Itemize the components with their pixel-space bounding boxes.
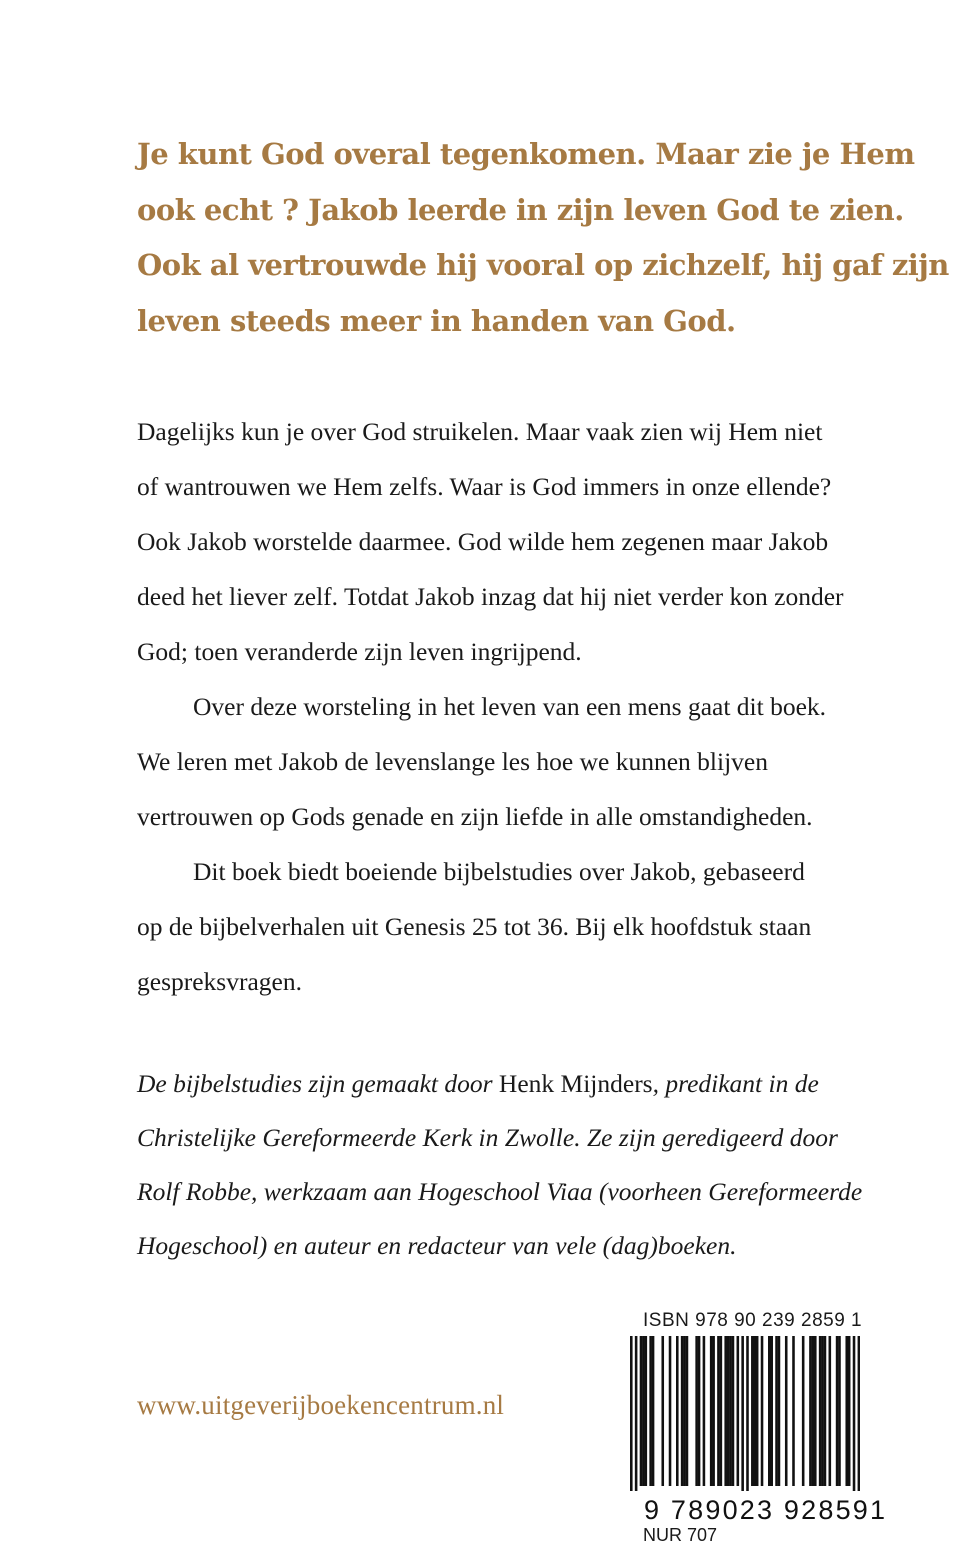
barcode-bar (649, 1336, 652, 1486)
barcode-bar (741, 1336, 744, 1491)
barcode-bar (812, 1336, 815, 1486)
barcode-bar (792, 1336, 795, 1486)
credits-line (137, 1219, 937, 1273)
barcode-bar (778, 1336, 781, 1486)
credits-line-3: Rolf Robbe, werkzaam aan Hogeschool Viaa (voorheen Gereformeerde (137, 1177, 863, 1206)
barcode-bar (724, 1336, 727, 1486)
barcode-bar (751, 1336, 754, 1486)
barcode-bar (853, 1336, 856, 1491)
credits-role: , predikant in de (652, 1069, 819, 1098)
barcode-bar (727, 1336, 730, 1486)
credits-line (137, 1165, 937, 1219)
barcode-bar (698, 1336, 701, 1486)
barcode-bar (683, 1336, 686, 1486)
body-line: deed het liever zelf. Totdat Jakob inzag dat hij niet verder kon zonder (137, 582, 844, 611)
barcode-bar (717, 1336, 720, 1486)
barcode-bar (695, 1336, 698, 1486)
nur-code: NUR 707 (643, 1525, 718, 1545)
intro-line: ook echt ? Jakob leerde in zijn leven God te zien. (137, 192, 904, 227)
barcode-bar (753, 1336, 756, 1486)
isbn-label: ISBN 978 90 239 2859 1 (643, 1310, 863, 1331)
barcode-bar (768, 1336, 771, 1486)
barcode-bar (640, 1336, 643, 1486)
body-line: of wantrouwen we Hem zelfs. Waar is God immers in onze ellende? (137, 472, 832, 501)
body-line: vertrouwen op Gods genade en zijn liefde in alle omstandigheden. (137, 802, 813, 831)
barcode-bar (746, 1336, 749, 1491)
barcode-bar (712, 1336, 715, 1486)
barcode-bar (775, 1336, 778, 1486)
barcode-bar (824, 1336, 827, 1486)
barcode-bar (836, 1336, 839, 1486)
barcode-bar (720, 1336, 723, 1486)
barcode-icon (630, 1336, 860, 1491)
barcode-bar (661, 1336, 664, 1486)
barcode-bar (761, 1336, 764, 1486)
body-line: God; toen veranderde zijn leven ingrijpend. (137, 637, 582, 666)
ean-number: 9 789023 928591 (644, 1495, 888, 1525)
intro-line: Je kunt God overal tegenkomen. Maar zie je Hem (137, 137, 915, 171)
barcode-bar (809, 1336, 812, 1486)
barcode-bar (681, 1336, 684, 1486)
body-line: gespreksvragen. (137, 967, 302, 996)
barcode-bar (737, 1336, 740, 1486)
barcode-bar (710, 1336, 713, 1486)
credits-line (137, 1057, 937, 1111)
credits-text (137, 1057, 937, 1273)
body-line: Dit boek biedt boeiende bijbelstudies over Jakob, gebaseerd (193, 857, 805, 886)
barcode-bar (838, 1336, 841, 1486)
barcode (630, 1336, 860, 1491)
barcode-bar (642, 1336, 645, 1486)
barcode-bar (669, 1336, 672, 1486)
intro-line: Ook al vertrouwde hij vooral op zichzelf, hij gaf zijn (137, 248, 949, 282)
barcode-bar (676, 1336, 679, 1486)
barcode-bar (703, 1336, 706, 1486)
barcode-bar (729, 1336, 732, 1486)
credits-intro: De bijbelstudies zijn gemaakt door (137, 1069, 493, 1098)
barcode-bar (802, 1336, 805, 1486)
description-text (137, 404, 917, 1009)
credits-line-2: Christelijke Gereformeerde Kerk in Zwolle. Ze zijn geredigeerd door (137, 1123, 838, 1152)
barcode-bar (819, 1336, 822, 1486)
barcode-bar (770, 1336, 773, 1486)
credits-line (137, 1111, 937, 1165)
intro-line: leven steeds meer in handen van God. (137, 303, 736, 338)
barcode-bar (686, 1336, 689, 1486)
barcode-bar (652, 1336, 655, 1486)
credits-line-4: Hogeschool) en auteur en redacteur van vele (dag)boeken. (137, 1231, 737, 1260)
barcode-bar (858, 1336, 860, 1491)
barcode-bar (785, 1336, 788, 1486)
body-line: Dagelijks kun je over God struikelen. Maar vaak zien wij Hem niet (137, 417, 823, 446)
barcode-bar (821, 1336, 824, 1486)
body-line: Ook Jakob worstelde daarmee. God wilde hem zegenen maar Jakob (137, 527, 829, 556)
barcode-bar (635, 1336, 638, 1491)
barcode-bar (630, 1336, 633, 1491)
author-name: Henk Mijnders (498, 1069, 653, 1098)
publisher-website[interactable]: www.uitgeverijboekencentrum.nl (137, 1390, 505, 1420)
barcode-bar (845, 1336, 848, 1486)
body-line: We leren met Jakob de levenslange les hoe we kunnen blijven (137, 747, 768, 776)
barcode-bar (848, 1336, 851, 1486)
barcode-bar (756, 1336, 759, 1486)
barcode-bar (829, 1336, 832, 1486)
barcode-bar (732, 1336, 735, 1486)
barcode-bar (814, 1336, 817, 1486)
body-line: op de bijbelverhalen uit Genesis 25 tot 36. Bij elk hoofdstuk staan (137, 912, 812, 941)
barcode-bar (645, 1336, 648, 1486)
intro-paragraph (137, 127, 949, 349)
body-line: Over deze worsteling in het leven van een mens gaat dit boek. (193, 692, 827, 721)
